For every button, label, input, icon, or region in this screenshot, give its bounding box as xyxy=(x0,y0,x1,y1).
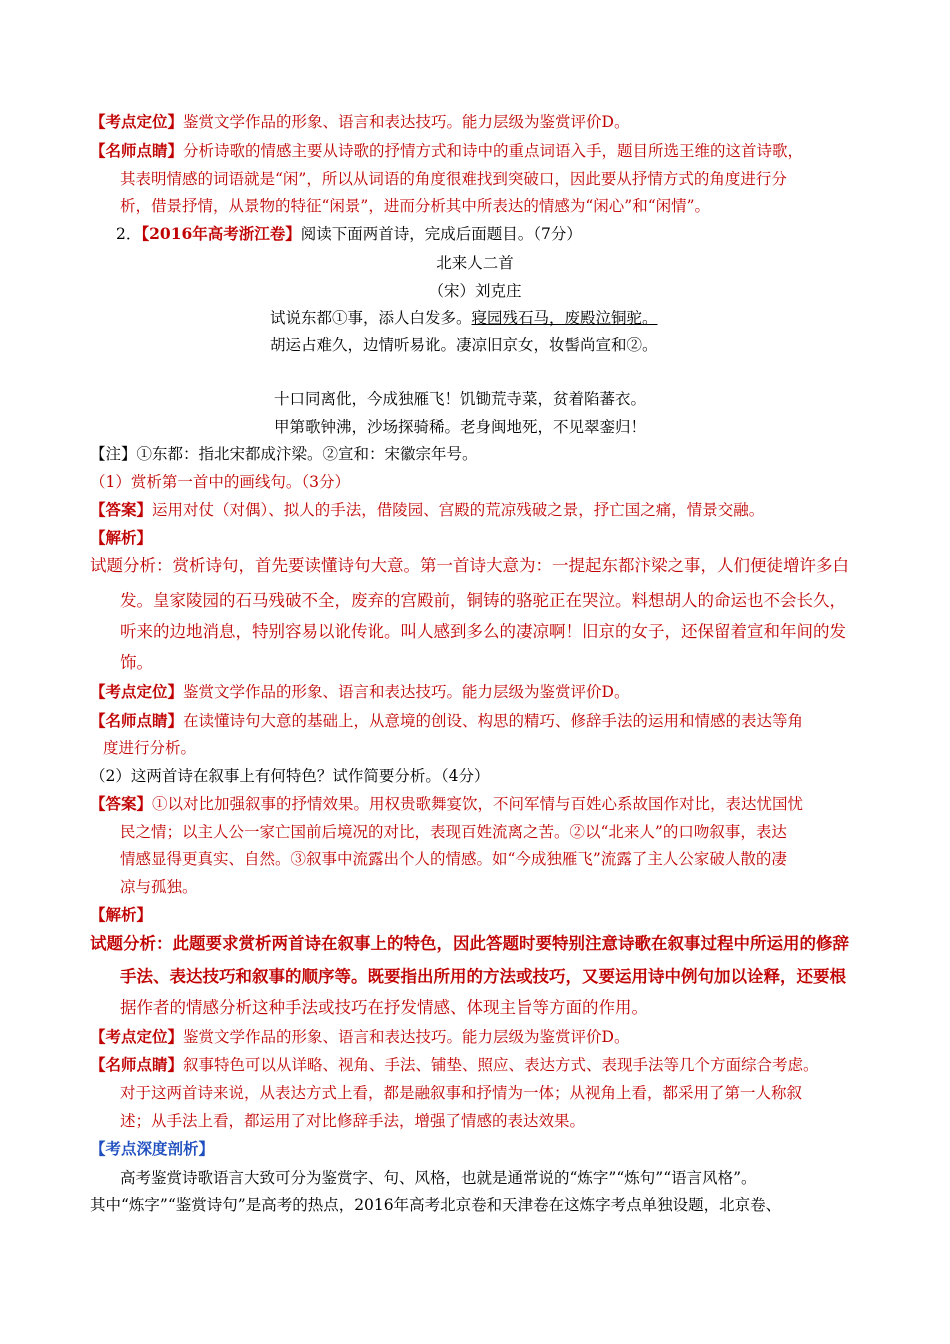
poem-line-1-first: 试说东都①事，添人白发多。 xyxy=(270,309,472,327)
teacher-note-1-line2: 其表明情感的词语就是“闲”，所以从词语的角度很难找到突破口，因此要从抒情方式的角度进行分 xyxy=(120,170,787,188)
teacher-note-2-line2: 度进行分析。 xyxy=(103,739,197,757)
answer-text: 运用对仗（对偶）、拟人的手法，借陵园、宫殿的荒凉残破之景，抒亡国之痛，情景交融。 xyxy=(152,501,765,519)
question-2-header xyxy=(116,223,582,245)
poem-underlined-line: 寝园残石马，废殿泣铜驼。 xyxy=(471,309,658,327)
poem-line-3: 十口同离仳，今成独雁飞！饥锄荒寺菜，贫着陷蕃衣。 xyxy=(274,390,647,408)
sub-question-2: （2）这两首诗在叙事上有何特色？试作简要分析。（4分） xyxy=(90,767,490,785)
answer-2 xyxy=(90,793,803,815)
sub-question-1: （1）赏析第一首中的画线句。（3分） xyxy=(90,473,350,491)
body-paragraph-line1: 高考鉴赏诗歌语言大致可分为鉴赏字、句、风格，也就是通常说的“炼字”“炼句”“语言风格”。 xyxy=(120,1169,757,1187)
exam-point-2 xyxy=(90,681,629,703)
poem-line-4: 甲第歌钟沸，沙场探骑稀。老身闽地死，不见翠銮归！ xyxy=(274,418,647,436)
answer-2-line4: 凉与孤独。 xyxy=(120,878,198,896)
question-number: 2． xyxy=(116,225,142,243)
teacher-note-text: 叙事特色可以从详略、视角、手法、铺垫、照应、表达方式、表现手法等几个方面综合考虑。 xyxy=(183,1056,819,1074)
teacher-note-tag: 【名师点睛】 xyxy=(90,711,184,730)
teacher-note-3 xyxy=(90,1054,819,1076)
exam-point-tag: 【考点定位】 xyxy=(90,1027,184,1046)
exam-point-tag: 【考点定位】 xyxy=(90,682,184,701)
analysis-2-line2: 手法、表达技巧和叙事的顺序等。既要指出所用的方法或技巧，又要运用诗中例句加以诠释，还要根 xyxy=(120,967,846,986)
exam-point-3 xyxy=(90,1026,629,1048)
teacher-note-text: 分析诗歌的情感主要从诗歌的抒情方式和诗中的重点词语入手，题目所选王维的这首诗歌， xyxy=(183,142,804,160)
teacher-note-text: 在读懂诗句大意的基础上，从意境的创设、构思的精巧、修辞手法的运用和情感的表达等角 xyxy=(183,712,804,730)
teacher-note-2 xyxy=(90,710,803,732)
answer-2-line3: 情感显得更真实、自然。③叙事中流露出个人的情感。如“今成独雁飞”流露了主人公家破人散的凄 xyxy=(120,850,787,868)
teacher-note-tag: 【名师点睛】 xyxy=(90,1055,184,1074)
answer-tag: 【答案】 xyxy=(90,794,153,813)
teacher-note-1-line3: 析，借景抒情，从景物的特征“闲景”，进而分析其中所表达的情感为“闲心”和“闲情”。 xyxy=(120,197,711,215)
answer-2-line2: 民之情；以主人公一家亡国前后境况的对比，表现百姓流离之苦。②以“北来人”的口吻叙事，表达 xyxy=(120,823,787,841)
poem-line-2: 胡运占难久，边情听易讹。凄凉旧京女，妆髻尚宣和②。 xyxy=(270,336,658,354)
teacher-note-tag: 【名师点睛】 xyxy=(90,141,184,160)
answer-text: ①以对比加强叙事的抒情效果。用权贵歌舞宴饮，不问军情与百姓心系故国作对比，表达忧国忧 xyxy=(152,795,804,813)
teacher-note-3-line2: 对于这两首诗来说，从表达方式上看，都是融叙事和抒情为一体；从视角上看，都采用了第一人称叙 xyxy=(120,1084,803,1102)
exam-point-text: 鉴赏文学作品的形象、语言和表达技巧。能力层级为鉴赏评价D。 xyxy=(183,1028,630,1046)
analysis-1-line4: 饰。 xyxy=(120,653,153,672)
section-heading-deep-analysis: 【考点深度剖析】 xyxy=(90,1139,215,1158)
poem-author: （宋）刘克庄 xyxy=(428,282,522,300)
analysis-1-line2: 发。皇家陵园的石马残破不全，废弃的宫殿前，铜铸的骆驼正在哭泣。料想胡人的命运也不会长久， xyxy=(120,591,846,610)
analysis-2-line3: 据作者的情感分析这种手法或技巧在抒发情感、体现主旨等方面的作用。 xyxy=(120,998,648,1017)
exam-point-text: 鉴赏文学作品的形象、语言和表达技巧。能力层级为鉴赏评价D。 xyxy=(183,683,630,701)
exam-source-tag: 【2016年高考浙江卷】 xyxy=(141,224,301,243)
exam-point-1 xyxy=(90,111,629,133)
answer-tag: 【答案】 xyxy=(90,500,153,519)
analysis-1-line1: 试题分析：赏析诗句，首先要读懂诗句大意。第一首诗大意为：一提起东都汴梁之事，人们便徒增许多白 xyxy=(90,556,849,575)
poem-title: 北来人二首 xyxy=(436,254,514,272)
analysis-1-line3: 听来的边地消息，特别容易以讹传讹。叫人感到多么的凄凉啊！旧京的女子，还保留着宣和年间的发 xyxy=(120,622,846,641)
analysis-2-line1: 试题分析：此题要求赏析两首诗在叙事上的特色，因此答题时要特别注意诗歌在叙事过程中所运用的修辞 xyxy=(90,934,849,953)
answer-1 xyxy=(90,499,764,521)
teacher-note-3-line3: 述；从手法上看，都运用了对比修辞手法，增强了情感的表达效果。 xyxy=(120,1112,586,1130)
analysis-heading-2: 【解析】 xyxy=(90,905,153,924)
teacher-note-1 xyxy=(90,140,803,162)
annotation-note: 【注】①东都：指北宋都成汴梁。②宣和：宋徽宗年号。 xyxy=(90,445,478,463)
body-paragraph-line2: 其中“炼字”“鉴赏诗句”是高考的热点，2016年高考北京卷和天津卷在这炼字考点单独设题，北京卷、 xyxy=(90,1196,782,1214)
question-instruction: 阅读下面两首诗，完成后面题目。（7分） xyxy=(300,225,582,243)
poem-line-1 xyxy=(270,307,658,329)
analysis-heading-1: 【解析】 xyxy=(90,528,153,547)
exam-point-tag: 【考点定位】 xyxy=(90,112,184,131)
exam-point-text: 鉴赏文学作品的形象、语言和表达技巧。能力层级为鉴赏评价D。 xyxy=(183,113,630,131)
